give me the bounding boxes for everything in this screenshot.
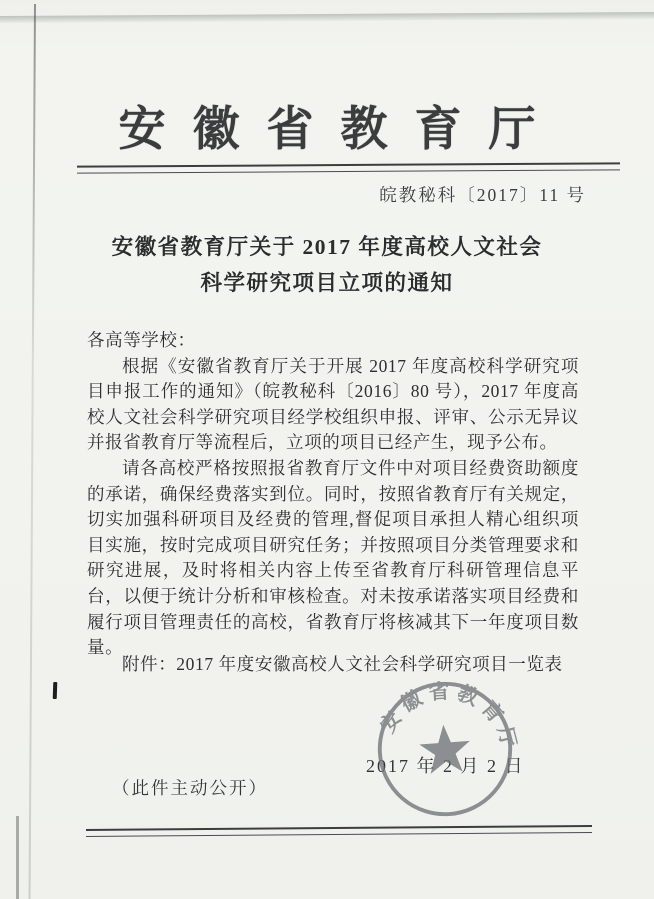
scan-left-bottom-artifact: [16, 816, 19, 899]
body-paragraph-2: 请各高校严格按照报省教育厅文件中对项目经费资助额度的承诺，确保经费落实到位。同时，按照省教育厅有关规定，切实加强科研项目及经费的管理,督促项目承担人精心组织项目实施，按时完成项目研究任务；并按照项目分类管理要求和研究进展，及时将相关内容上传至省教育厅科研管理信息平台，以便于统计分析和审核检查。对未按承诺落实项目经费和履行项目管理责任的高校，省教育厅将核减其下一年度项目数量。: [87, 457, 579, 658]
seal-arc-text: 安徽省教育厅: [376, 680, 521, 756]
issue-date: 2017 年 2 月 2 日: [366, 756, 525, 776]
document-title-line1: 安徽省教育厅关于 2017 年度高校人文社会: [111, 235, 543, 259]
footer-divider-rule: [86, 825, 592, 837]
agency-masthead: 安徽省教育厅: [118, 104, 563, 156]
seal-star-icon: [418, 723, 472, 775]
public-disclosure-note: （此件主动公开）: [112, 778, 268, 798]
official-seal-stamp: [367, 671, 523, 827]
document-body: [87, 328, 579, 661]
attachment-reference: 附件：2017 年度安徽高校人文社会科学研究项目一览表: [122, 654, 563, 674]
masthead-divider-rule: [77, 162, 620, 173]
body-paragraph-1: 根据《安徽省教育厅关于开展 2017 年度高校科学研究项目申报工作的通知》（皖教秘科〔2016〕80 号），2017 年度高校人文社会科学研究项目经学校组织申报、评审、公示无异议并报省教育厅等流程后，立项的项目已经产生，现予公布。: [87, 355, 579, 453]
document-title: [60, 229, 594, 301]
document-number: 皖教秘科〔2017〕11 号: [379, 185, 586, 205]
scan-top-edge-artifact: [0, 12, 654, 23]
margin-tick-mark: [53, 682, 58, 699]
document-title-line2: 科学研究项目立项的通知: [200, 271, 454, 295]
salutation: 各高等学校：: [87, 330, 196, 350]
